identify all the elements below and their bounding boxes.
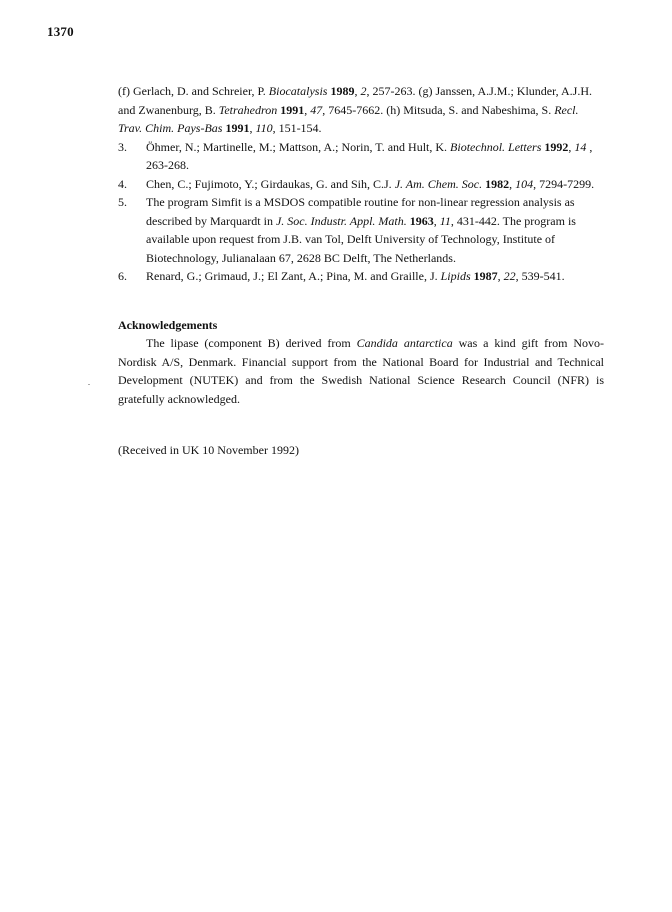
text-segment: was a kind gift from Novo-Nordisk A/S, Denmark. Financial support from the National Board for Industrial and Technical Development (NUTEK) and from the Swedish National Science Research Council (NFR) is gratefully acknowledged. — [118, 336, 604, 406]
text-segment: 22 — [503, 269, 516, 283]
text-segment: Renard, G.; Grimaud, J.; El Zant, A.; Pina, M. and Graille, J. — [146, 269, 441, 283]
text-segment: 1989 — [327, 84, 355, 98]
text-segment: Lipids — [440, 269, 471, 283]
reference-number: 4. — [118, 176, 127, 191]
margin-mark — [88, 384, 90, 385]
acknowledgements-text — [118, 334, 604, 408]
text-segment: , — [568, 139, 575, 154]
text-segment: Biocatalysis — [268, 84, 328, 98]
text-segment: , 257-263. (g) Janssen, A.J.M.; Klunder, A.J.H. and Zwanenburg, B. — [118, 84, 592, 117]
text-segment: Recl. Trav. Chim. Pays-Bas — [118, 102, 579, 135]
text-segment: (f) Gerlach, D. and Schreier, P. — [118, 84, 269, 98]
text-segment: 1982 — [482, 176, 510, 191]
reference-item — [118, 175, 604, 194]
references-list — [118, 82, 604, 286]
text-segment: 1991 — [222, 121, 250, 135]
text-segment: , — [249, 121, 256, 135]
reference-text — [146, 267, 604, 286]
text-segment: Candida antarctica — [356, 336, 453, 350]
reference-text — [146, 138, 604, 175]
reference-continuation — [118, 82, 604, 138]
text-segment: , 539-541. — [515, 269, 565, 283]
received-date: (Received in UK 10 November 1992) — [118, 443, 299, 457]
text-segment: The program Simfit is a MSDOS compatible routine for non-linear regression analysis as described by Marquardt in — [146, 195, 575, 228]
text-segment: J. Am. Chem. Soc. — [394, 176, 483, 191]
reference-items — [118, 138, 604, 286]
text-segment: Biotechnol. Letters — [450, 139, 542, 154]
text-segment: 110 — [255, 121, 273, 135]
text-segment: , 263-268. — [146, 139, 593, 172]
text-segment: 1987 — [470, 269, 498, 283]
text-segment: , — [304, 102, 311, 117]
reference-number: 5. — [118, 195, 127, 209]
text-segment: 1992 — [541, 139, 569, 154]
text-segment: 47 — [310, 102, 323, 117]
text-segment: , — [509, 176, 516, 191]
acknowledgements-heading: Acknowledgements — [118, 318, 218, 332]
reference-number: 6. — [118, 269, 127, 283]
text-segment: J. Soc. Industr. Appl. Math. — [275, 213, 407, 228]
text-segment: 2 — [360, 84, 367, 98]
reference-number: 3. — [118, 139, 127, 154]
text-segment: Chen, C.; Fujimoto, Y.; Girdaukas, G. and Sih, C.J. — [146, 176, 395, 191]
text-segment: 104 — [515, 176, 534, 191]
text-segment: 14 — [574, 139, 587, 154]
text-segment: Tetrahedron — [218, 102, 278, 117]
text-segment: Öhmer, N.; Martinelle, M.; Mattson, A.; Norin, T. and Hult, K. — [146, 139, 451, 154]
text-segment: , — [497, 269, 504, 283]
reference-item — [118, 193, 604, 267]
reference-item — [118, 267, 604, 286]
acknowledgements-section — [118, 316, 604, 408]
text-segment: 1963 — [406, 213, 434, 228]
reference-text — [146, 175, 604, 194]
text-segment: 1991 — [277, 102, 305, 117]
text-segment: , 151-154. — [272, 121, 322, 135]
text-segment: The lipase (component B) derived from — [146, 336, 357, 350]
text-segment: , 7645-7662. (h) Mitsuda, S. and Nabeshima, S. — [322, 102, 555, 117]
reference-item — [118, 138, 604, 175]
text-segment: , — [354, 84, 361, 98]
text-segment: 11 — [439, 213, 451, 228]
text-segment: , 431-442. The program is available upon request from J.B. van Tol, Delft University of Technology, Institute of Biotechnology, Julianalaan 67, 2628 BC Delft, The Netherlands. — [146, 213, 576, 265]
page-number: 1370 — [47, 24, 74, 39]
text-segment: , 7294-7299. — [533, 176, 595, 191]
reference-text — [146, 193, 604, 267]
text-segment: , — [433, 213, 440, 228]
